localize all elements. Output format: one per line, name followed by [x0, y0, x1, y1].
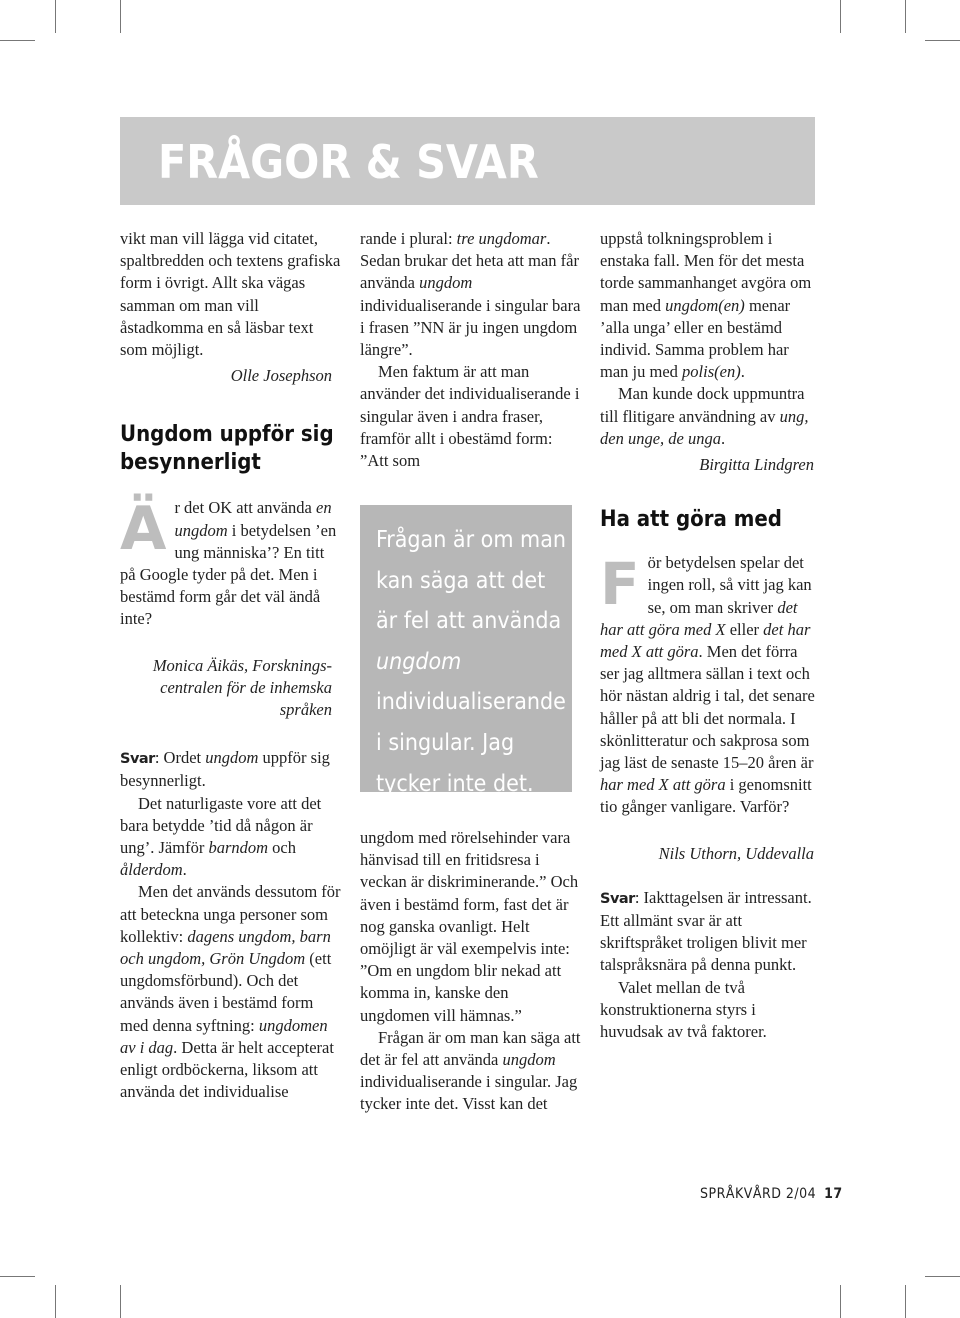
- body-paragraph: [600, 228, 820, 383]
- svar-label: Svar: [600, 890, 635, 907]
- signature-olle: Olle Josephson: [230, 366, 332, 386]
- crop-mark: [120, 0, 121, 33]
- text: Man kunde dock uppmuntra till flitigare användning av: [600, 384, 805, 426]
- question-paragraph: [600, 552, 820, 818]
- text: eller: [725, 619, 764, 639]
- text: ör betydelsen spelar det ingen roll, så vitt jag kan se, om man skriver: [647, 553, 812, 617]
- article-heading-ungdom: Ungdom uppför sig besynnerligt: [120, 422, 334, 476]
- text: .: [740, 362, 745, 382]
- body-paragraph: [120, 881, 342, 1103]
- emphasis: en ungdom: [174, 498, 332, 540]
- text: r det OK att använda: [174, 498, 317, 518]
- emphasis: det har med X att göra: [600, 619, 811, 662]
- text: . Detta är helt accepterat enligt ordböckerna, liksom att använda det individualise: [120, 1037, 334, 1102]
- drop-cap: Ä: [120, 494, 167, 565]
- signature-monica: Monica Äikäs, Forskningscentralen för de inhemska språken: [152, 655, 332, 720]
- emphasis: ungdom: [502, 1050, 556, 1070]
- text: Det naturligaste vore att det bara betydde ’tid då någon är ung’. Jämför: [120, 793, 322, 858]
- question-paragraph: [120, 494, 342, 630]
- emphasis: det har att göra med X: [600, 597, 798, 639]
- crop-mark: [840, 0, 841, 33]
- emphasis: barndom: [208, 838, 269, 858]
- body-paragraph: [360, 1027, 582, 1116]
- emphasis: ungdom(en): [665, 295, 745, 315]
- text: : Iakttagelsen är intressant. Ett allmänt svar är att skriftspråket troligen blivit mer talspråksnära på denna punkt.: [600, 887, 812, 975]
- emphasis: ungdomen av i dag: [120, 1015, 328, 1057]
- text: uppstå tolkningsproblem i enstaka fall. Men för det mesta torde sammanhanget avgöra om man med: [600, 229, 812, 315]
- crop-mark: [55, 0, 56, 33]
- signature-nils: Nils Uthorn, Uddevalla: [658, 843, 814, 863]
- emphasis: ungdom: [376, 648, 462, 675]
- crop-mark: [0, 1276, 35, 1277]
- text: menar ’alla unga’ eller en bestämd individ. Samma problem har man ju med: [600, 295, 791, 382]
- crop-mark: [55, 1285, 56, 1318]
- crop-mark: [925, 40, 960, 41]
- text: och: [268, 838, 296, 858]
- article-heading-ha-att-gora: Ha att göra med: [600, 507, 782, 533]
- text: individualiserande i singular bara i frasen ”NN är ju ingen ungdom längre”.: [360, 295, 581, 360]
- body-paragraph: [600, 383, 820, 450]
- text: i betydelsen ’en ung människa’? En titt på Google tyder på det. Men i bestämd form går det väl ändå inte?: [120, 520, 337, 629]
- magazine-issue: SPRÅKVÅRD 2/04: [700, 1186, 817, 1202]
- text: uppför sig besynnerligt.: [120, 748, 330, 791]
- text: : Ordet: [154, 748, 206, 768]
- crop-mark: [925, 1276, 960, 1277]
- page-footer: [700, 1186, 843, 1202]
- emphasis: polis(en): [682, 362, 741, 382]
- column-1: [120, 228, 342, 1104]
- emphasis: ålderdom: [120, 860, 183, 880]
- column-3: [600, 228, 820, 1043]
- crop-mark: [905, 0, 906, 33]
- drop-cap: F: [600, 550, 640, 619]
- text: i genomsnitt tio gånger vanligare. Varför?: [600, 775, 812, 817]
- answer-paragraph: [120, 747, 342, 792]
- body-paragraph: Men faktum är att man använder det individualiserande i singular även i andra fraser, framför allt i obestämd form: ”Att som: [360, 362, 580, 471]
- page-number: 17: [824, 1186, 843, 1202]
- text: Frågan är om man kan säga att det är fel att använda: [360, 1027, 581, 1070]
- body-paragraph: ungdom med rörelsehinder vara hänvisad till en fritidsresa i veckan är diskriminerande.” Och även i bestämd form, fast det är nog ganska ovanligt. Helt omöjligt är väl exempelvis inte: ”Om en ungdom blir nekad att komma in, kanske den ungdomen vill hämnas.”: [360, 828, 579, 1025]
- text: .: [182, 860, 187, 880]
- text: .: [720, 428, 726, 448]
- column-2: [360, 228, 582, 472]
- text: (ett ungdomsförbund). Och det används även i bestämd form med denna syftning:: [120, 949, 332, 1035]
- section-title: FRÅGOR & SVAR: [158, 135, 539, 189]
- crop-mark: [905, 1285, 906, 1318]
- text: rande i plural:: [360, 229, 457, 248]
- emphasis: ungdom: [419, 273, 473, 293]
- emphasis: ung, den unge, de unga: [600, 406, 809, 448]
- emphasis: har med X att göra: [600, 775, 726, 795]
- text: individualiserande i singular. Jag tycker inte det.: [376, 689, 566, 797]
- text: . Sedan brukar det heta att man får använda: [360, 229, 579, 293]
- signature-birgitta: Birgitta Lindgren: [699, 455, 814, 475]
- emphasis: dagens ungdom, barn och ungdom, Grön Ungdom: [120, 926, 331, 969]
- crop-mark: [0, 40, 35, 41]
- svar-label: Svar: [120, 751, 155, 768]
- text: Frågan är om man kan säga att det är fel att använda: [376, 527, 567, 635]
- intro-paragraph: vikt man vill lägga vid citatet, spaltbredden och textens grafiska form i övrigt. Allt ska vägas samman om man vill åstadkomma en så läsbar text som möjligt.: [120, 229, 341, 360]
- text: individualiserande i singular. Jag tycker inte det. Visst kan det: [360, 1072, 578, 1114]
- text: . Men det förra ser jag alltmera sällan i text och hör nästan aldrig i tal, det senare håller på att bli det normala. I skönlitteratur och sakprosa som jag läst de senaste 15–20 åren är: [600, 642, 815, 773]
- emphasis: ungdom: [205, 748, 259, 768]
- emphasis: tre ungdomar: [456, 229, 547, 248]
- body-paragraph: [360, 228, 582, 361]
- crop-mark: [840, 1285, 841, 1318]
- crop-mark: [120, 1285, 121, 1318]
- body-paragraph: Valet mellan de två konstruktionerna styrs i huvudsak av två faktorer.: [600, 977, 767, 1042]
- pull-quote-text: [376, 520, 566, 804]
- answer-paragraph: [600, 887, 820, 977]
- body-paragraph: [120, 793, 342, 882]
- column-2-lower: [360, 827, 582, 1116]
- text: Men det används dessutom för att beteckna unga personer som kollektiv:: [120, 882, 341, 946]
